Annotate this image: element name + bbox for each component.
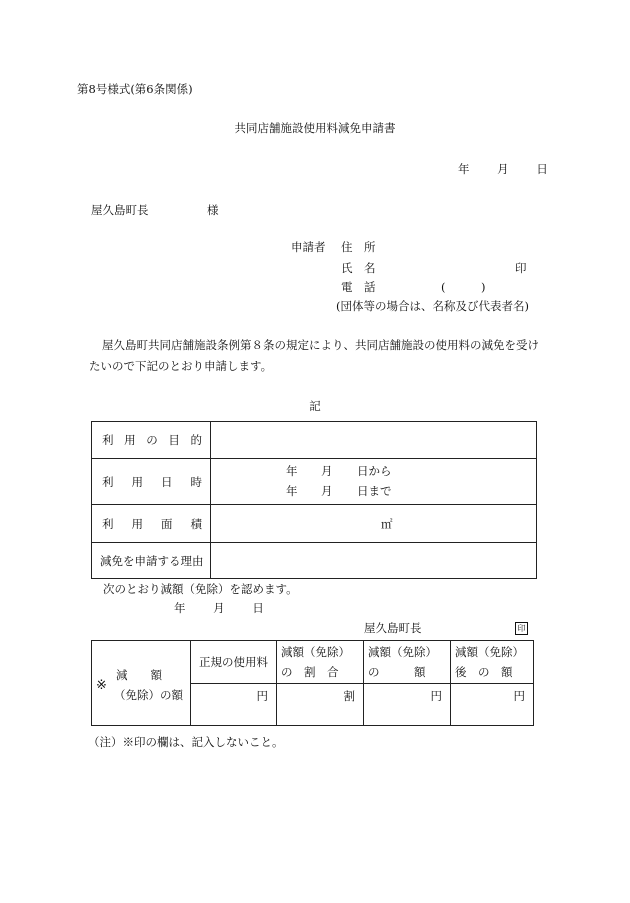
applicant-label: 申請者 [291, 240, 326, 254]
col2-header-2: の 割 合 [281, 664, 339, 679]
purpose-label-cell [92, 422, 211, 459]
to-year: 年 [286, 484, 298, 498]
approval-day: 日 [252, 601, 264, 615]
col3-header-2: の 額 [368, 664, 426, 679]
approval-text: 次のとおり減額（免除）を認めます。 [103, 582, 298, 596]
reason-label: 減免を申請する理由 [100, 553, 204, 568]
date-year: 年 [458, 162, 470, 176]
col1-header: 正規の使用料 [191, 641, 277, 684]
to-day: 日まで [357, 484, 392, 498]
col1-value-cell[interactable] [191, 683, 277, 726]
table-row [92, 459, 537, 505]
col2-header-cell [277, 641, 364, 684]
col3-header-1: 減額（免除） [368, 644, 437, 659]
approval-date [174, 603, 264, 615]
approval-mayor: 屋久島町長 [364, 621, 422, 635]
col1-unit: 円 [256, 688, 268, 703]
approval-seal-box [515, 622, 528, 635]
ki-heading: 記 [309, 399, 321, 413]
document-title: 共同店舗施設使用料減免申請書 [234, 121, 396, 135]
area-label-cell [92, 505, 211, 543]
applicant-seal: 印 [515, 261, 527, 275]
phone-paren-open: ( [441, 280, 446, 294]
col3-value-cell[interactable] [364, 683, 451, 726]
to-month: 月 [321, 484, 333, 498]
col2-unit: 割 [343, 688, 355, 703]
name-label: 氏 名 [341, 261, 376, 275]
purpose-label: 利 用 の 目 的 [102, 433, 202, 447]
reason-value-cell[interactable] [211, 543, 537, 579]
area-value-cell[interactable] [211, 505, 537, 543]
table-row [92, 422, 537, 459]
area-label: 利 用 面 積 [102, 516, 202, 531]
footnote: （注）※印の欄は、記入しないこと。 [88, 735, 284, 749]
col4-header-2: 後 の 額 [455, 664, 513, 679]
datetime-label-cell [92, 459, 211, 505]
from-month: 月 [321, 464, 333, 478]
approval-year: 年 [174, 601, 186, 615]
col2-header-1: 減額（免除） [281, 644, 350, 659]
date-month: 月 [497, 162, 509, 176]
addressee-honorific: 様 [207, 203, 219, 217]
body-text-line1: 屋久島町共同店舗施設条例第８条の規定により、共同店舗施設の使用料の減免を受け [102, 338, 539, 352]
phone-paren-close: ) [481, 280, 486, 294]
col4-unit: 円 [513, 688, 525, 703]
reduction-label-1: 減 額 [116, 668, 162, 682]
approval-seal: 印 [515, 622, 528, 635]
date-day: 日 [536, 162, 548, 176]
addressee-name: 屋久島町長 [91, 203, 149, 217]
usage-table [91, 421, 537, 579]
from-day: 日から [357, 464, 392, 478]
datetime-label: 利 用 日 時 [102, 474, 202, 489]
col4-header-1: 減額（免除） [455, 644, 524, 659]
area-unit: ㎡ [381, 516, 393, 531]
table-row [92, 543, 537, 579]
form-number: 第8号様式(第6条関係) [77, 82, 193, 96]
col2-value-cell[interactable] [277, 683, 364, 726]
reason-label-cell [92, 543, 211, 579]
reduction-row-label-cell [92, 641, 191, 726]
address-label: 住 所 [341, 240, 376, 254]
body-text-line2: たいので下記のとおり申請します。 [89, 359, 273, 373]
from-year: 年 [286, 464, 298, 478]
datetime-value-cell[interactable] [211, 459, 537, 505]
table-row [92, 505, 537, 543]
col4-value-cell[interactable] [451, 683, 534, 726]
table-row [92, 641, 534, 684]
approval-month: 月 [213, 601, 225, 615]
date-line [458, 164, 548, 176]
col3-header-cell [364, 641, 451, 684]
col3-unit: 円 [430, 688, 442, 703]
reduction-table [91, 640, 534, 726]
col4-header-cell [451, 641, 534, 684]
applicant-note: (団体等の場合は、名称及び代表者名) [336, 299, 529, 313]
reduction-label-2: （免除）の額 [114, 688, 183, 702]
reduction-mark: ※ [96, 678, 107, 693]
phone-label: 電 話 [341, 280, 376, 294]
purpose-value-cell[interactable] [211, 422, 537, 459]
